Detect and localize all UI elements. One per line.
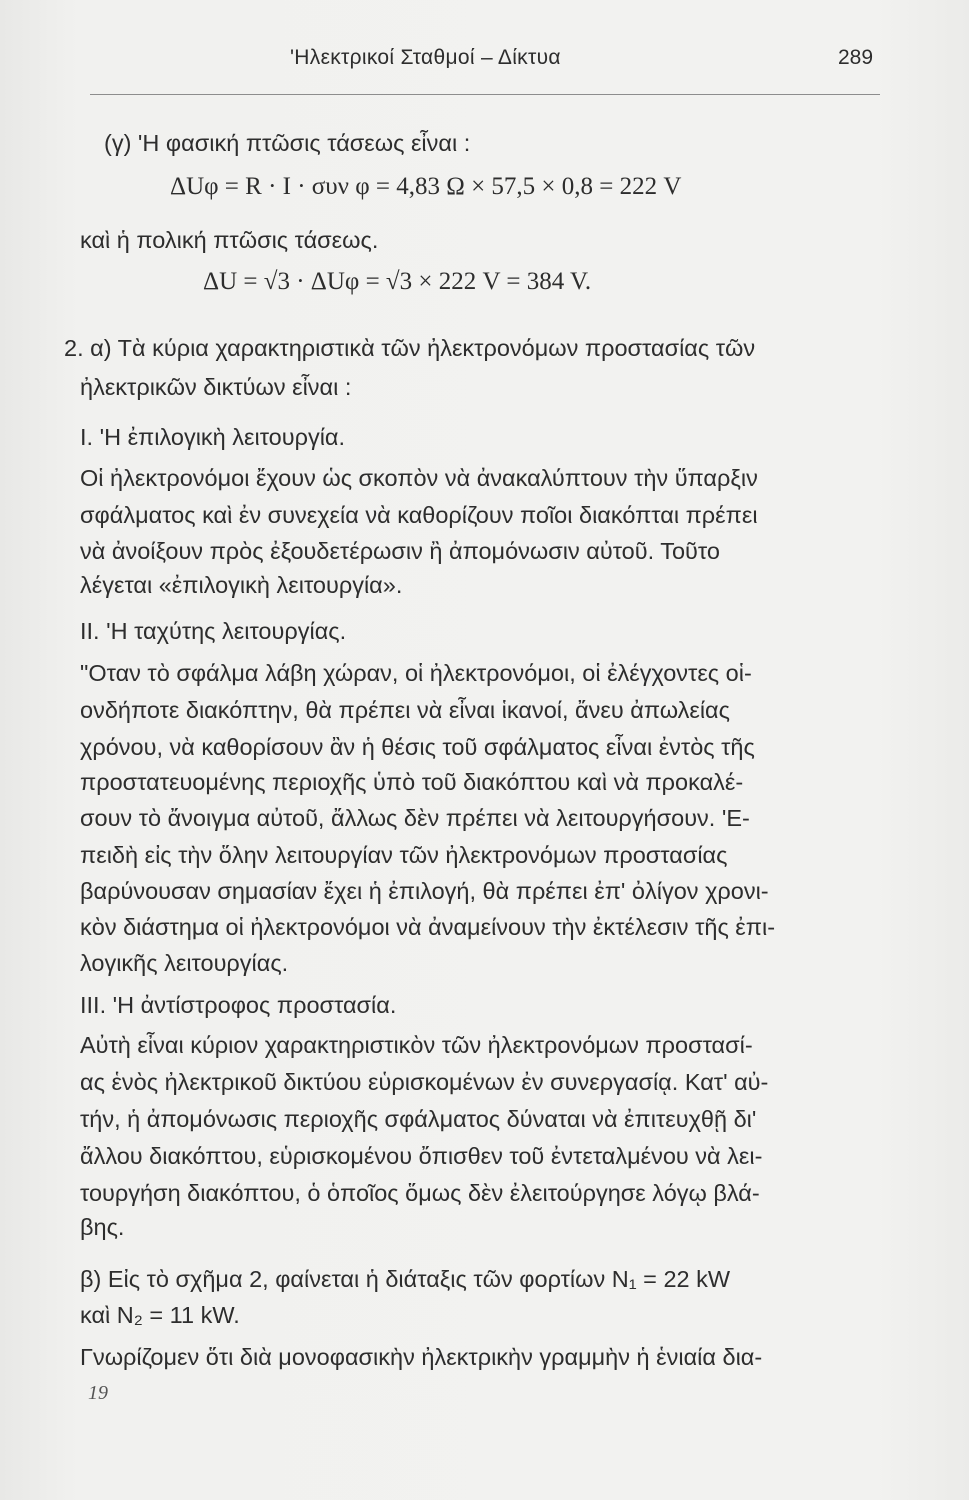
text-line: "Οταν τὸ σφάλμα λάβη χώραν, οἱ ἠλεκτρονόμοι, οἱ ἐλέγχοντες οἱ- (80, 660, 752, 686)
text-line: βης. (80, 1214, 125, 1240)
text-line: προστατευομένης περιοχῆς ὑπὸ τοῦ διακόπτου καὶ νὰ προκαλέ- (80, 769, 744, 795)
text-line: ας ἑνὸς ἠλεκτρικοῦ δικτύου εὑρισκομένων ἐν συνεργασίᾳ. Κατ' αὐ- (80, 1069, 769, 1095)
text-line: ἄλλου διακόπτου, εὑρισκομένου ὄπισθεν τοῦ ἐντεταλμένου νὰ λει- (80, 1143, 763, 1169)
text-line: τήν, ἡ ἀπομόνωσις περιοχῆς σφάλματος δύναται νὰ ἐπιτευχθῇ δι' (80, 1106, 757, 1132)
text-line: νὰ ἀνοίξουν πρὸς ἐξουδετέρωσιν ἢ ἀπομόνωσιν αὐτοῦ. Τοῦτο (80, 538, 720, 564)
text-line: σφάλματος καὶ ἐν συνεχεία νὰ καθορίζουν ποῖοι διακόπται πρέπει (80, 502, 758, 528)
text-line: λέγεται «ἐπιλογικὴ λειτουργία». (80, 572, 403, 598)
text-line: κὸν διάστημα οἱ ἠλεκτρονόμοι νὰ ἀναμείνουν τὴν ἐκτέλεσιν τῆς ἐπι- (80, 914, 776, 940)
running-header-title: 'Ηλεκτρικοί Σταθμοί – Δίκτυα (290, 46, 561, 69)
text-line: ονδήποτε διακόπτην, θὰ πρέπει νὰ εἶναι ἱκανοί, ἄνευ ἀπωλείας (80, 697, 730, 723)
printer-signature: 19 (88, 1382, 108, 1404)
text-line: βαρύνουσαν σημασίαν ἔχει ἡ ἐπιλογή, θὰ πρέπει ἐπ' ὀλίγον χρονι- (80, 878, 769, 904)
text-line: καὶ ἡ πολική πτῶσις τάσεως. (80, 227, 379, 253)
text-line: Γνωρίζομεν ὅτι διὰ μονοφασικὴν ἠλεκτρικὴν γραμμὴν ἡ ἑνιαία δια- (80, 1344, 763, 1370)
section-heading: ΙΙΙ. 'Η ἀντίστροφος προστασία. (80, 992, 397, 1018)
text-line: τουργήση διακόπτου, ὁ ὁποῖος ὅμως δὲν ἐλειτούργησε λόγῳ βλά- (80, 1180, 760, 1206)
text-line: (γ) 'Η φασική πτῶσις τάσεως εἶναι : (104, 130, 471, 156)
text-line: χρόνου, νὰ καθορίσουν ἂν ἡ θέσις τοῦ σφάλματος εἶναι ἐντὸς τῆς (80, 734, 755, 760)
text-line: β) Εἰς τὸ σχῆμα 2, φαίνεται ἡ διάταξις τῶν φορτίων N₁ = 22 kW (80, 1266, 731, 1292)
section-heading: ΙΙ. 'Η ταχύτης λειτουργίας. (80, 618, 347, 644)
header-rule (90, 94, 880, 95)
text-line: λογικῆς λειτουργίας. (80, 950, 289, 976)
text-line: 2. α) Τὰ κύρια χαρακτηριστικὰ τῶν ἠλεκτρονόμων προστασίας τῶν (64, 335, 756, 361)
section-heading: Ι. 'Η ἐπιλογικὴ λειτουργία. (80, 424, 346, 450)
text-line: σουν τὸ ἄνοιγμα αὐτοῦ, ἄλλως δὲν πρέπει νὰ λειτουργήσουν. 'Ε- (80, 805, 750, 831)
text-line: Οἱ ἠλεκτρονόμοι ἔχουν ὡς σκοπὸν νὰ ἀνακαλύπτουν τὴν ὕπαρξιν (80, 465, 758, 491)
formula-line: ΔUφ = R · I · συν φ = 4,83 Ω × 57,5 × 0,8 = 222 V (170, 173, 682, 200)
page-number: 289 (838, 46, 874, 69)
text-line: ἠλεκτρικῶν δικτύων εἶναι : (80, 374, 352, 400)
text-line: Αὐτὴ εἶναι κύριον χαρακτηριστικὸν τῶν ἠλεκτρονόμων προστασί- (80, 1032, 753, 1058)
text-line: πειδὴ εἰς τὴν ὅλην λειτουργίαν τῶν ἠλεκτρονόμων προστασίας (80, 842, 728, 868)
text-line: καὶ N₂ = 11 kW. (80, 1302, 240, 1328)
formula-line: ΔU = √3 · ΔUφ = √3 × 222 V = 384 V. (203, 268, 592, 295)
